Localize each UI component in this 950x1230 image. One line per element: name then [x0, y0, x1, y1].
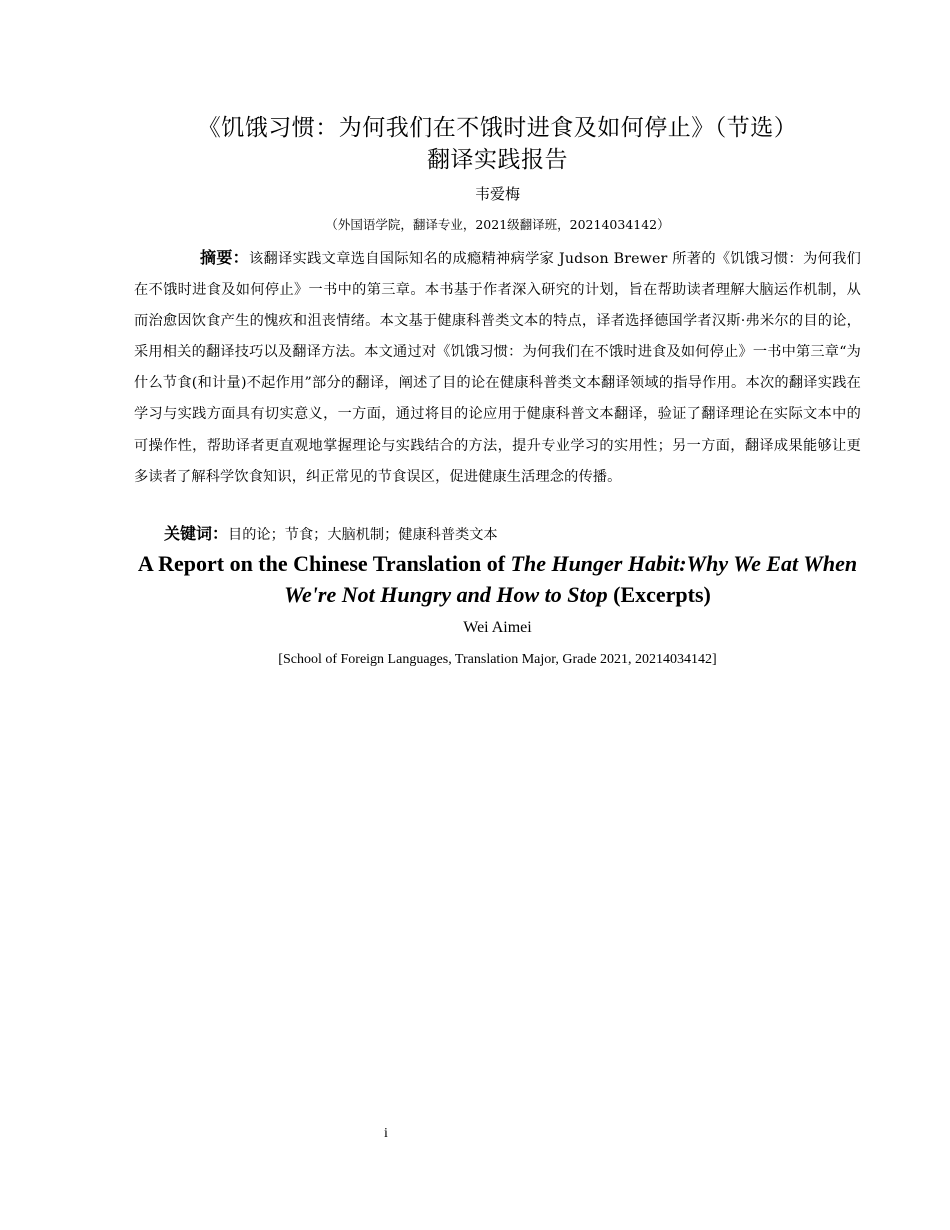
abstract-text: 该翻译实践文章选自国际知名的成瘾精神病学家 Judson Brewer 所著的《饥饿习惯：为何我们在不饿时进食及如何停止》一书中的第三章。本书基于作者深入研究的计划，旨在帮助读者理解大脑运作机制，从而治愈因饮食产生的愧疚和沮丧情绪。本文基于健康科普类文本的特点，译者选择德国学者汉斯·弗米尔的目的论，采用相关的翻译技巧以及翻译方法。本文通过对《饥饿习惯：为何我们在不饿时进食及如何停止》一书中第三章“为什么节食(和计量)不起作用”部分的翻译，阐述了目的论在健康科普类文本翻译领域的指导作用。本次的翻译实践在学习与实践方面具有切实意义，一方面，通过将目的论应用于健康科普文本翻译，验证了翻译理论在实际文本中的可操作性，帮助译者更直观地掌握理论与实践结合的方法，提升专业学习的实用性；另一方面，翻译成果能够让更多读者了解科学饮食知识，纠正常见的节食误区，促进健康生活理念的传播。	[134, 251, 861, 485]
chinese-title-line-2: 翻译实践报告	[427, 147, 568, 173]
chinese-keywords	[164, 520, 864, 549]
english-title-book-part-2: We're Not Hungry and How to Stop	[284, 582, 608, 607]
english-title-book-part-1: The Hunger Habit:Why We Eat When	[510, 551, 858, 576]
abstract-label: 摘要：	[200, 248, 250, 267]
keywords-label: 关键词：	[164, 524, 229, 543]
english-affiliation: [School of Foreign Languages, Translation Major, Grade 2021, 20214034142]	[278, 652, 717, 667]
chinese-affiliation: （外国语学院，翻译专业，2021级翻译班，20214034142）	[325, 217, 670, 232]
english-title-suffix: (Excerpts)	[613, 582, 711, 607]
english-author-name: Wei Aimei	[463, 619, 532, 636]
english-title-line-2	[120, 580, 875, 610]
chinese-abstract	[134, 242, 861, 493]
english-title-prefix: A Report on the Chinese Translation of	[137, 551, 511, 576]
english-title-line-1	[120, 549, 875, 579]
page-number: i	[384, 1126, 388, 1141]
chinese-author-name: 韦爱梅	[474, 185, 520, 203]
chinese-title-line-1: 《饥饿习惯：为何我们在不饿时进食及如何停止》（节选）	[197, 115, 798, 141]
keywords-text: 目的论；节食；大脑机制；健康科普类文本	[228, 527, 498, 543]
